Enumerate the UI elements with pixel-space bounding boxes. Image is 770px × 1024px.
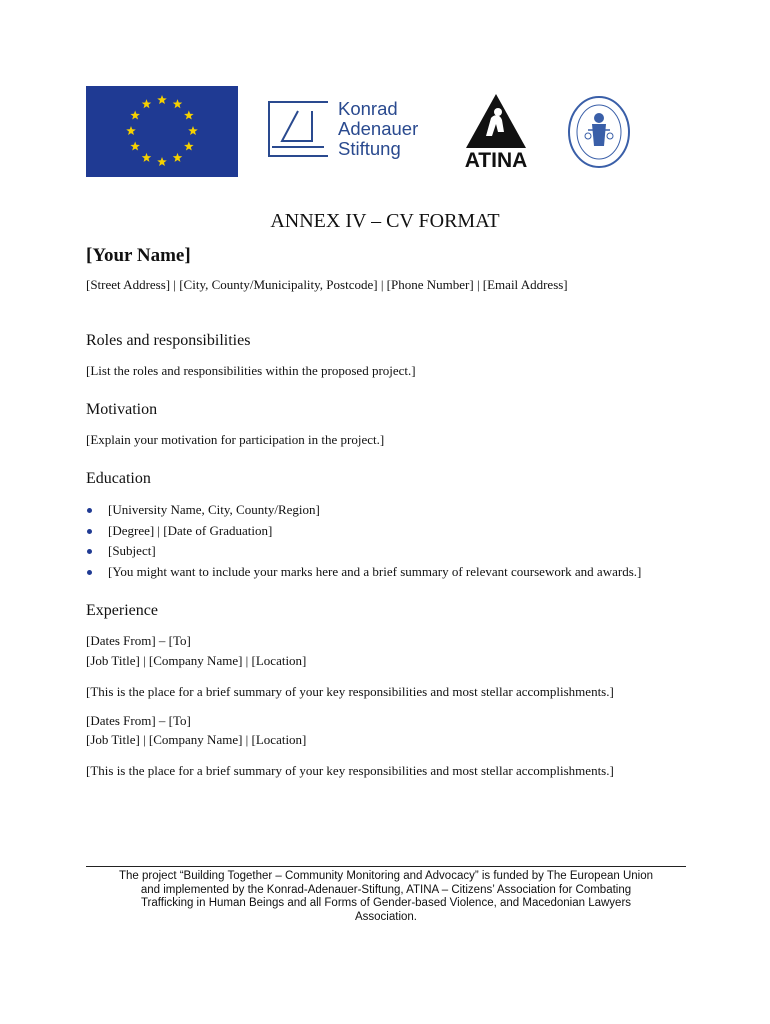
footer-line-4: Association. xyxy=(354,910,417,923)
eu-flag-logo xyxy=(86,86,238,177)
eu-star-icon xyxy=(173,153,183,162)
kas-line-3: Stiftung xyxy=(338,138,401,159)
eu-star-icon xyxy=(126,126,136,135)
eu-star-icon xyxy=(173,99,183,108)
contact-line: [Street Address] | [City, County/Municipality, Postcode] | [Phone Number] | [Email Address] xyxy=(86,277,568,292)
eu-star-icon xyxy=(184,111,194,120)
education-heading: Education xyxy=(86,470,151,487)
experience-job: [Job Title] | [Company Name] | [Location] xyxy=(86,732,307,747)
education-item-text: [University Name, City, County/Region] xyxy=(108,502,320,517)
kas-line-2: Adenauer xyxy=(338,118,419,139)
footer-line-3: Trafficking in Human Beings and all Forms of Gender-based Violence, and Macedonian Lawyers xyxy=(140,897,632,909)
eu-star-icon xyxy=(142,153,152,162)
education-list xyxy=(86,500,641,582)
experience-summary: [This is the place for a brief summary of your key responsibilities and most stellar accomplishments.] xyxy=(86,684,614,699)
experience-heading: Experience xyxy=(86,602,158,619)
bullet-icon xyxy=(87,549,92,554)
list-item xyxy=(86,541,641,562)
kas-wordmark xyxy=(338,99,418,159)
kas-mark-icon xyxy=(268,101,328,157)
motivation-heading: Motivation xyxy=(86,401,158,418)
education-item-text: [Degree] | [Date of Graduation] xyxy=(108,522,273,538)
footer-note xyxy=(86,870,686,924)
document-title: ANNEX IV – CV FORMAT xyxy=(270,210,500,232)
bullet-icon xyxy=(87,508,92,513)
experience-job: [Job Title] | [Company Name] | [Location] xyxy=(86,653,307,668)
atina-logo xyxy=(458,92,534,172)
footer-line-2: and implemented by the Konrad-Adenauer-Stiftung, ATINA – Citizens’ Association for Combating xyxy=(140,883,632,896)
bullet-icon xyxy=(87,570,92,575)
konrad-adenauer-stiftung-logo xyxy=(268,99,430,161)
macedonian-lawyers-association-seal xyxy=(566,94,632,170)
kas-line-1: Konrad xyxy=(338,98,398,119)
experience-dates: [Dates From] – [To] xyxy=(86,713,191,728)
atina-wordmark: ATINA xyxy=(464,149,528,172)
footer-divider xyxy=(86,866,686,867)
footer-line-1: The project “Building Together – Community Monitoring and Advocacy” is funded by The European Union xyxy=(119,870,653,882)
experience-summary: [This is the place for a brief summary of your key responsibilities and most stellar accomplishments.] xyxy=(86,763,614,778)
roles-text: [List the roles and responsibilities within the proposed project.] xyxy=(86,363,416,378)
eu-star-icon xyxy=(157,95,167,104)
eu-star-icon xyxy=(157,157,167,166)
experience-dates: [Dates From] – [To] xyxy=(86,633,191,648)
education-item-text: [You might want to include your marks here and a brief summary of relevant coursework and awards.] xyxy=(108,563,642,579)
education-item-text: [Subject] xyxy=(108,543,156,558)
eu-star-icon xyxy=(188,126,198,135)
bullet-icon xyxy=(87,529,92,534)
eu-star-icon xyxy=(130,142,140,151)
eu-star-icon xyxy=(184,142,194,151)
eu-star-icon xyxy=(130,111,140,120)
roles-heading: Roles and responsibilities xyxy=(86,332,251,349)
atina-mountain-icon xyxy=(458,92,534,150)
eu-stars-icon xyxy=(86,86,238,177)
your-name-heading: [Your Name] xyxy=(86,245,191,266)
eu-star-icon xyxy=(142,99,152,108)
motivation-text: [Explain your motivation for participation in the project.] xyxy=(86,432,385,447)
list-item xyxy=(86,521,641,542)
list-item xyxy=(86,562,641,583)
list-item xyxy=(86,500,641,521)
